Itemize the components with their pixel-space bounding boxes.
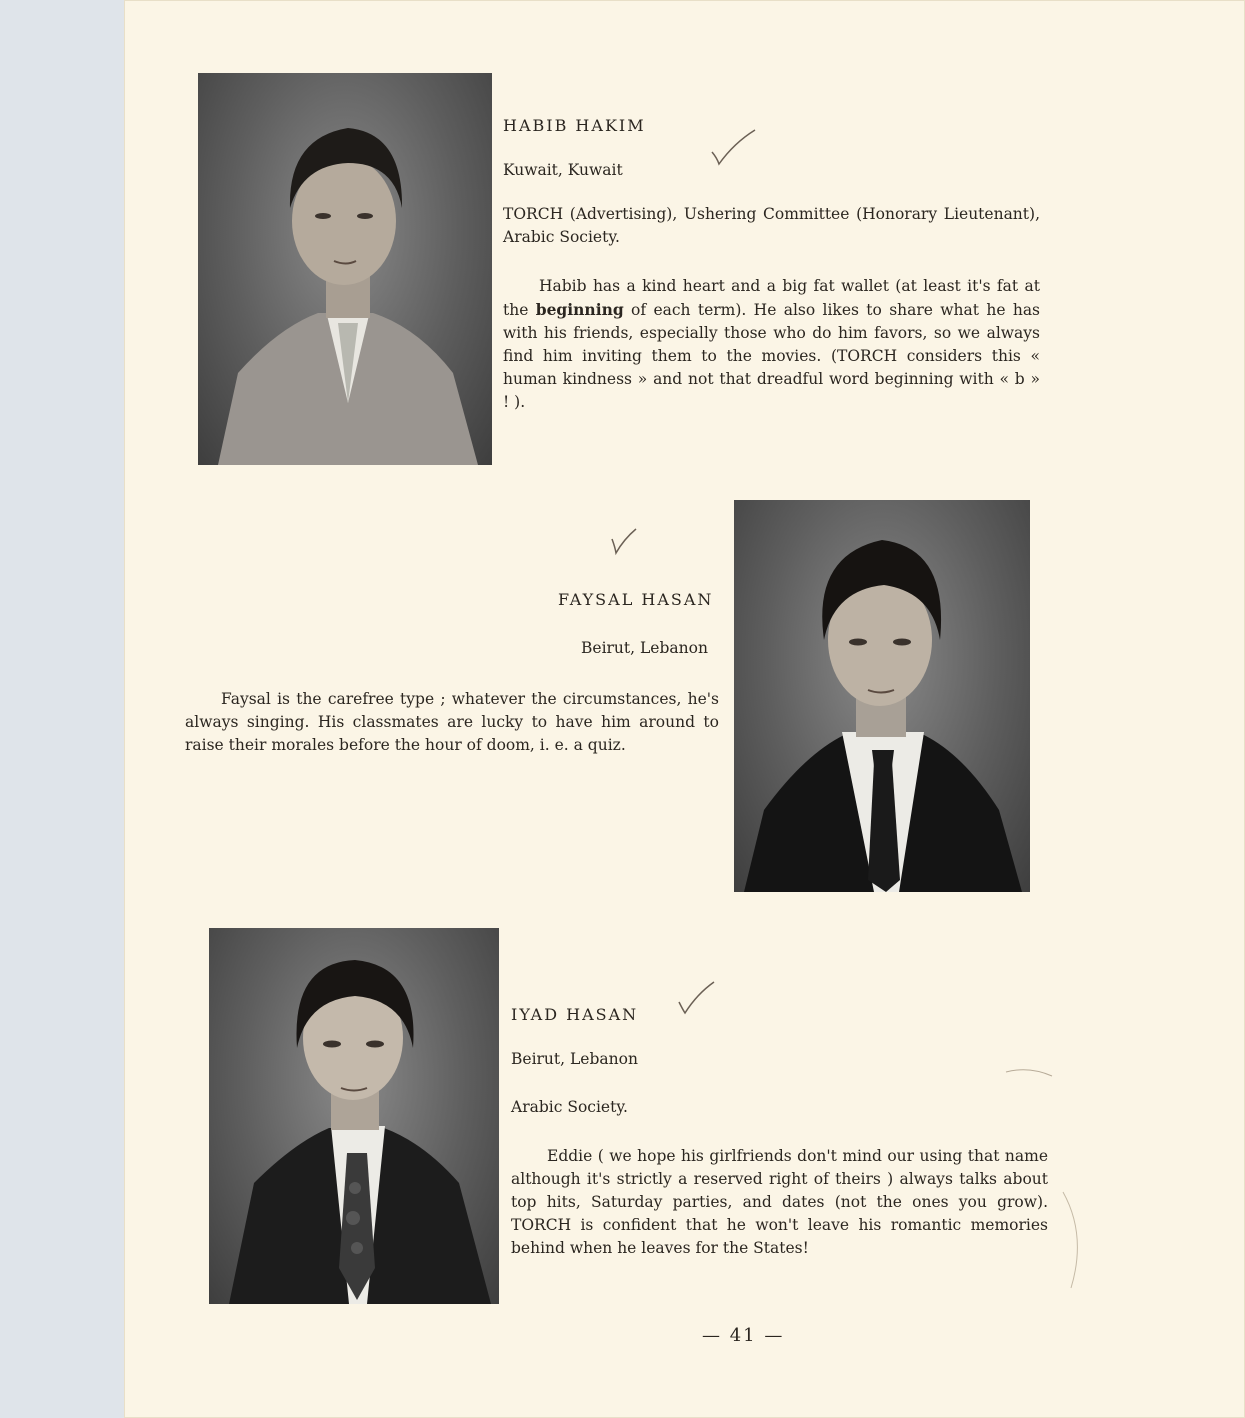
yearbook-page [124, 0, 1245, 1418]
student-bio: Faysal is the carefree type ; whatever the circumstances, he's always singing. His classmates are lucky to have him around to raise their morales before the hour of doom, i. e. a quiz. [185, 690, 719, 754]
portrait-photo-habib-hakim [198, 73, 492, 465]
check-mark-icon [709, 128, 759, 168]
student-activities: TORCH (Advertising), Ushering Committee (Honorary Lieutenant), Arabic Society. [503, 205, 1040, 246]
bio-text: of each term). He also likes to share what he has with his friends, especially those who do him favors, so we always find him inviting them to the movies. (TORCH considers this « human kindness » and not that dreadful word beginning with « b » ! ). [503, 301, 1041, 411]
bio-text: Habib has a kind heart and a big fat wallet (at least it's fat at the [503, 277, 1040, 319]
bio-bold-text: beginning [535, 300, 624, 319]
pencil-stroke-icon [1004, 1062, 1054, 1082]
check-mark-icon [610, 527, 640, 557]
portrait-photo-iyad-hasan [209, 928, 499, 1304]
student-hometown: Kuwait, Kuwait [503, 161, 623, 179]
student-hometown: Beirut, Lebanon [581, 639, 708, 657]
page-number: — 41 — [702, 1325, 785, 1346]
student-name: IYAD HASAN [511, 1005, 639, 1024]
student-hometown: Beirut, Lebanon [511, 1050, 638, 1068]
student-name: HABIB HAKIM [503, 116, 646, 135]
check-mark-icon [677, 980, 717, 1016]
student-bio [503, 275, 1040, 414]
student-name: FAYSAL HASAN [558, 590, 714, 609]
student-bio: Eddie ( we hope his girlfriends don't mind our using that name although it's strictly a reserved right of theirs ) always talks about top hits, Saturday parties, and dates (not the ones you grow). TORCH is confident that he won't leave his romantic memories behind when he leaves for the States! [511, 1147, 1048, 1257]
student-activities: Arabic Society. [511, 1098, 628, 1116]
pencil-stroke-icon [1059, 1190, 1089, 1290]
portrait-photo-faysal-hasan [734, 500, 1030, 892]
